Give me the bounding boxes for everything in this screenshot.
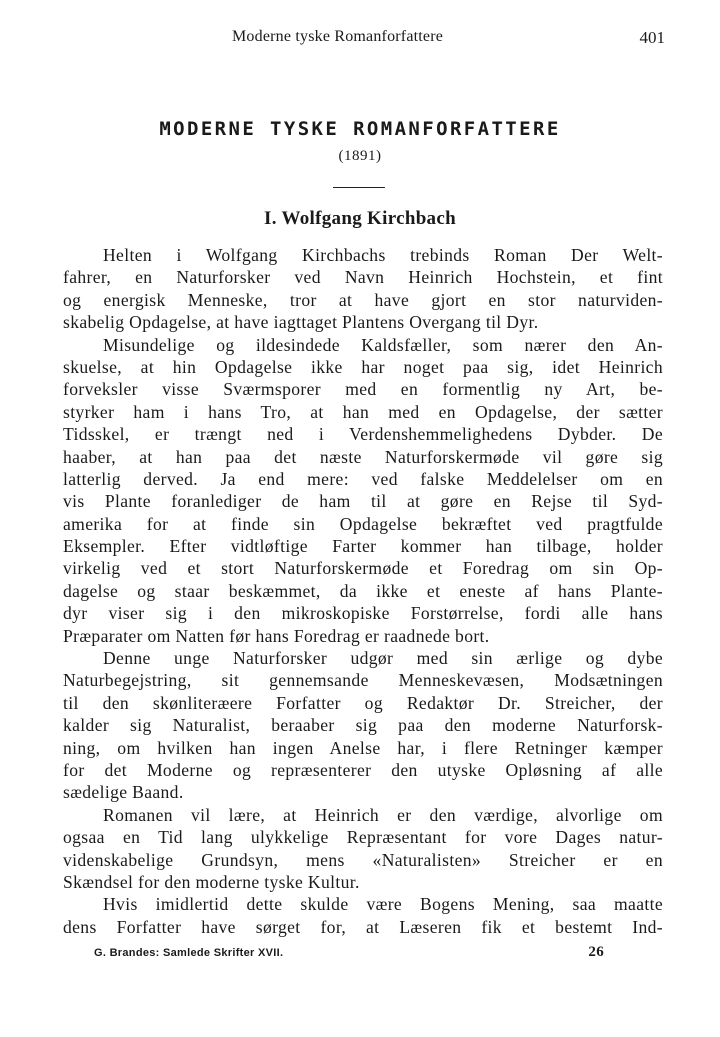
body-line: for det Moderne og repræsenterer den utyske Opløsning af alle xyxy=(63,759,663,780)
body-line: amerika for at finde sin Opdagelse bekræftet ved pragtfulde xyxy=(63,513,663,534)
article-year: (1891) xyxy=(338,148,382,164)
body-line: skabelig Opdagelse, at have iagttaget Plantens Overgang til Dyr. xyxy=(63,312,539,333)
body-line: Misundelige og ildesindede Kaldsfæller, som nærer den An- xyxy=(103,334,663,355)
body-line: virkelig ved et stort Naturforskermøde et Foredrag om sin Op- xyxy=(63,558,663,579)
article-title: MODERNE TYSKE ROMANFORFATTERE xyxy=(159,118,561,140)
running-header xyxy=(62,28,665,52)
body-line: Naturbegejstring, sit gennemsande Menneskevæsen, Modsætningen xyxy=(63,670,663,691)
footer-source: G. Brandes: Samlede Skrifter XVII. xyxy=(94,947,284,959)
body-line: dagelse og staar beskæmmet, da ikke et eneste af hans Plante- xyxy=(63,580,663,601)
body-line: Eksempler. Efter vidtløftige Farter kommer han tilbage, holder xyxy=(63,536,663,557)
body-line: Tidsskel, er trængt ned i Verdenshemmelighedens Dybder. De xyxy=(63,424,663,445)
body-line: sædelige Baand. xyxy=(63,782,184,803)
body-line: Denne unge Naturforsker udgør med sin ærlige og dybe xyxy=(103,648,663,669)
running-title: Moderne tyske Romanforfattere xyxy=(232,28,444,45)
body-line: Præparater om Natten før hans Foredrag er raadnede bort. xyxy=(63,625,490,646)
body-line: latterlig derved. Ja end mere: ved falske Meddelelser om en xyxy=(63,468,663,489)
body-line: ning, om hvilken han ingen Anelse har, i flere Retninger kæmper xyxy=(63,737,663,758)
body-line: dyr viser sig i den mikroskopiske Forstørrelse, fordi alle hans xyxy=(63,603,663,624)
body-line: fahrer, en Naturforsker ved Navn Heinrich Hochstein, et fint xyxy=(63,267,663,288)
body-line: Helten i Wolfgang Kirchbachs trebinds Roman Der Welt- xyxy=(103,245,663,265)
body-line: vis Plante foranlediger de ham til at gøre en Rejse til Syd- xyxy=(63,491,663,512)
body-line: og energisk Menneske, tror at have gjort en stor naturviden- xyxy=(63,289,663,310)
body-line: videnskabelige Grundsyn, mens «Naturalisten» Streicher er en xyxy=(63,849,663,870)
body-line: til den skønliteræere Forfatter og Redaktør Dr. Streicher, der xyxy=(63,692,663,713)
body-line: forveksler visse Sværmsporer med en formentlig ny Art, be- xyxy=(63,379,663,400)
page-number: 401 xyxy=(639,28,665,47)
body-line: dens Forfatter have sørget for, at Læseren fik et bestemt Ind- xyxy=(63,916,663,937)
body-line: ogsaa en Tid lang ulykkelige Repræsentant for vore Dages natur- xyxy=(63,827,663,848)
page-footer xyxy=(94,944,604,964)
title-divider xyxy=(333,187,385,188)
body-line: styrker ham i hans Tro, at han med en Opdagelse, der sætter xyxy=(63,401,663,422)
body-line: Skændsel for den moderne tyske Kultur. xyxy=(63,871,360,892)
signature-mark: 26 xyxy=(588,944,604,960)
section-heading: I. Wolfgang Kirchbach xyxy=(264,208,456,229)
body-text xyxy=(63,244,663,938)
body-line: kalder sig Naturalist, beraaber sig paa den moderne Naturforsk- xyxy=(63,715,663,736)
body-line: skuelse, at hin Opdagelse ikke har noget paa sig, idet Heinrich xyxy=(63,356,663,377)
body-line: Romanen vil lære, at Heinrich er den værdige, alvorlige om xyxy=(103,804,663,825)
body-line: haaber, at han paa det næste Naturforskermøde vil gøre sig xyxy=(63,446,663,467)
body-line: Hvis imidlertid dette skulde være Bogens Mening, saa maatte xyxy=(103,894,663,915)
